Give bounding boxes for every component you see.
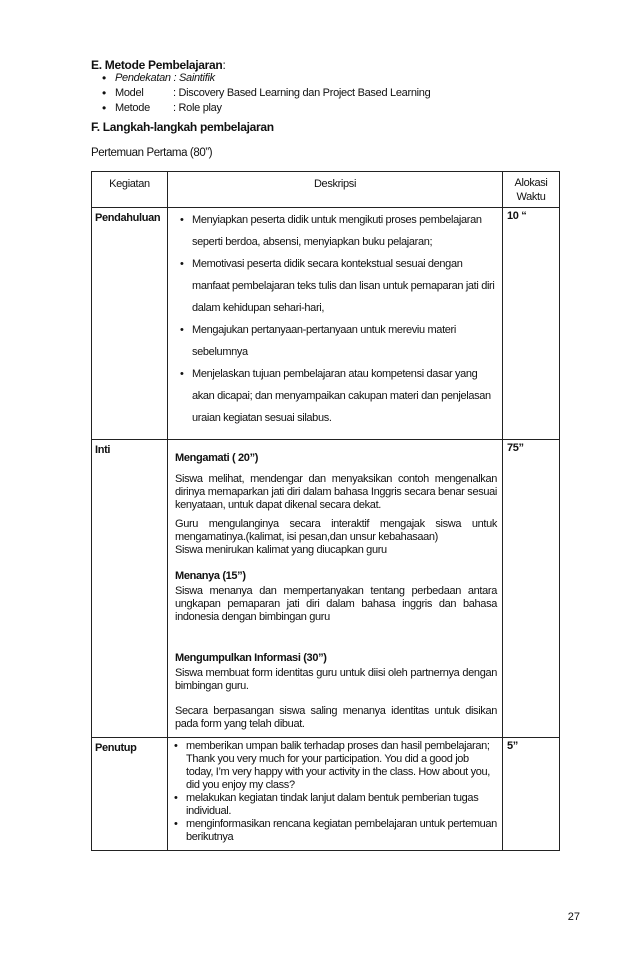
section-e-prefix: E. (91, 58, 105, 72)
table-row-pendahuluan (92, 208, 560, 440)
method-item-metode: • Metode : Role play (91, 101, 430, 116)
paragraph: Siswa menirukan kalimat yang diucapkan guru (175, 544, 387, 556)
activity-penutup: Penutup (92, 738, 168, 851)
method-item-pendekatan: • Pendekatan : Saintifik (91, 71, 430, 86)
section-f-heading: F. Langkah-langkah pembelajaran (91, 120, 274, 134)
list-item: • melakukan kegiatan tindak lanjut dalam bentuk pemberian tugas individual. (175, 792, 498, 818)
paragraph: Siswa melihat, mendengar dan menyaksikan contoh mengenalkan dirinya memaparkan jati diri dalam bahasa Inggris secara benar sesuai kenyataan, untuk dapat dikenal secara dekat. (175, 473, 497, 511)
paragraph: Siswa menanya dan mempertanyakan tentang perbedaan antara ungkapan pemaparan jati diri dalam bahasa inggris dan bahasa indonesia dengan bimbingan guru (175, 585, 497, 623)
description-penutup (168, 738, 503, 851)
page-number: 27 (567, 911, 580, 923)
penutup-list (168, 740, 502, 850)
paragraph: Siswa membuat form identitas guru untuk diisi oleh partnernya dengan bimbingan guru. (175, 667, 497, 692)
paragraph: Secara berpasangan siswa saling menanya identitas untuk disikan pada form yang telah dibuat. (175, 705, 497, 730)
time-inti: 75” (503, 440, 560, 738)
pendahuluan-list (168, 209, 502, 429)
time-penutup: 5” (503, 738, 560, 851)
description-inti (168, 440, 503, 738)
list-item: • Menjelaskan tujuan pembelajaran atau kompetensi dasar yang akan dicapai; dan menyampaikan cakupan materi dan penjelasan uraian kegiatan sesuai silabus. (178, 363, 502, 429)
subheading-menanya: Menanya (15”) (175, 570, 246, 582)
section-e-heading (91, 58, 226, 72)
subheading-mengamati: Mengamati ( 20”) (175, 452, 259, 464)
paragraph: Guru mengulanginya secara interaktif mengajak siswa untuk mengamatinya.(kalimat, isi pesan,dan unsur kebahasaan) (175, 518, 497, 543)
list-item: • menginformasikan rencana kegiatan pembelajaran untuk pertemuan berikutnya (175, 818, 498, 844)
header-alokasi: Alokasi Waktu (503, 172, 560, 208)
method-item-model: • Model : Discovery Based Learning dan Project Based Learning (91, 86, 430, 101)
subheading-mengumpulkan: Mengumpulkan Informasi (30”) (175, 652, 327, 664)
time-pendahuluan: 10 “ (503, 208, 560, 440)
method-list (91, 71, 430, 116)
table-row-inti (92, 440, 560, 738)
activity-inti: Inti (92, 440, 168, 738)
list-item: • memberikan umpan balik terhadap proses dan hasil pembelajaran; Thank you very much for your participation. You did a good job today, I’m very happy with your activity in the class. How about you, did you enjoy my class? (175, 740, 498, 792)
table-header-row (92, 172, 560, 208)
list-item: • Mengajukan pertanyaan-pertanyaan untuk mereviu materi sebelumnya (178, 319, 502, 363)
header-kegiatan: Kegiatan (92, 172, 168, 208)
description-pendahuluan (168, 208, 503, 440)
list-item: • Menyiapkan peserta didik untuk mengikuti proses pembelajaran seperti berdoa, absensi, menyiapkan buku pelajaran; (178, 209, 502, 253)
table-row-penutup (92, 738, 560, 851)
header-deskripsi: Deskripsi (168, 172, 503, 208)
section-e-title: Metode Pembelajaran (104, 58, 223, 72)
section-e-colon: : (222, 58, 226, 72)
activity-pendahuluan: Pendahuluan (92, 208, 168, 440)
lesson-steps-table (91, 171, 560, 851)
list-item: • Memotivasi peserta didik secara kontekstual sesuai dengan manfaat pembelajaran teks tulis dan lisan untuk pemaparan jati diri dalam kehidupan sehari-hari, (178, 253, 502, 319)
meeting-title: Pertemuan Pertama (80”) (91, 147, 213, 159)
